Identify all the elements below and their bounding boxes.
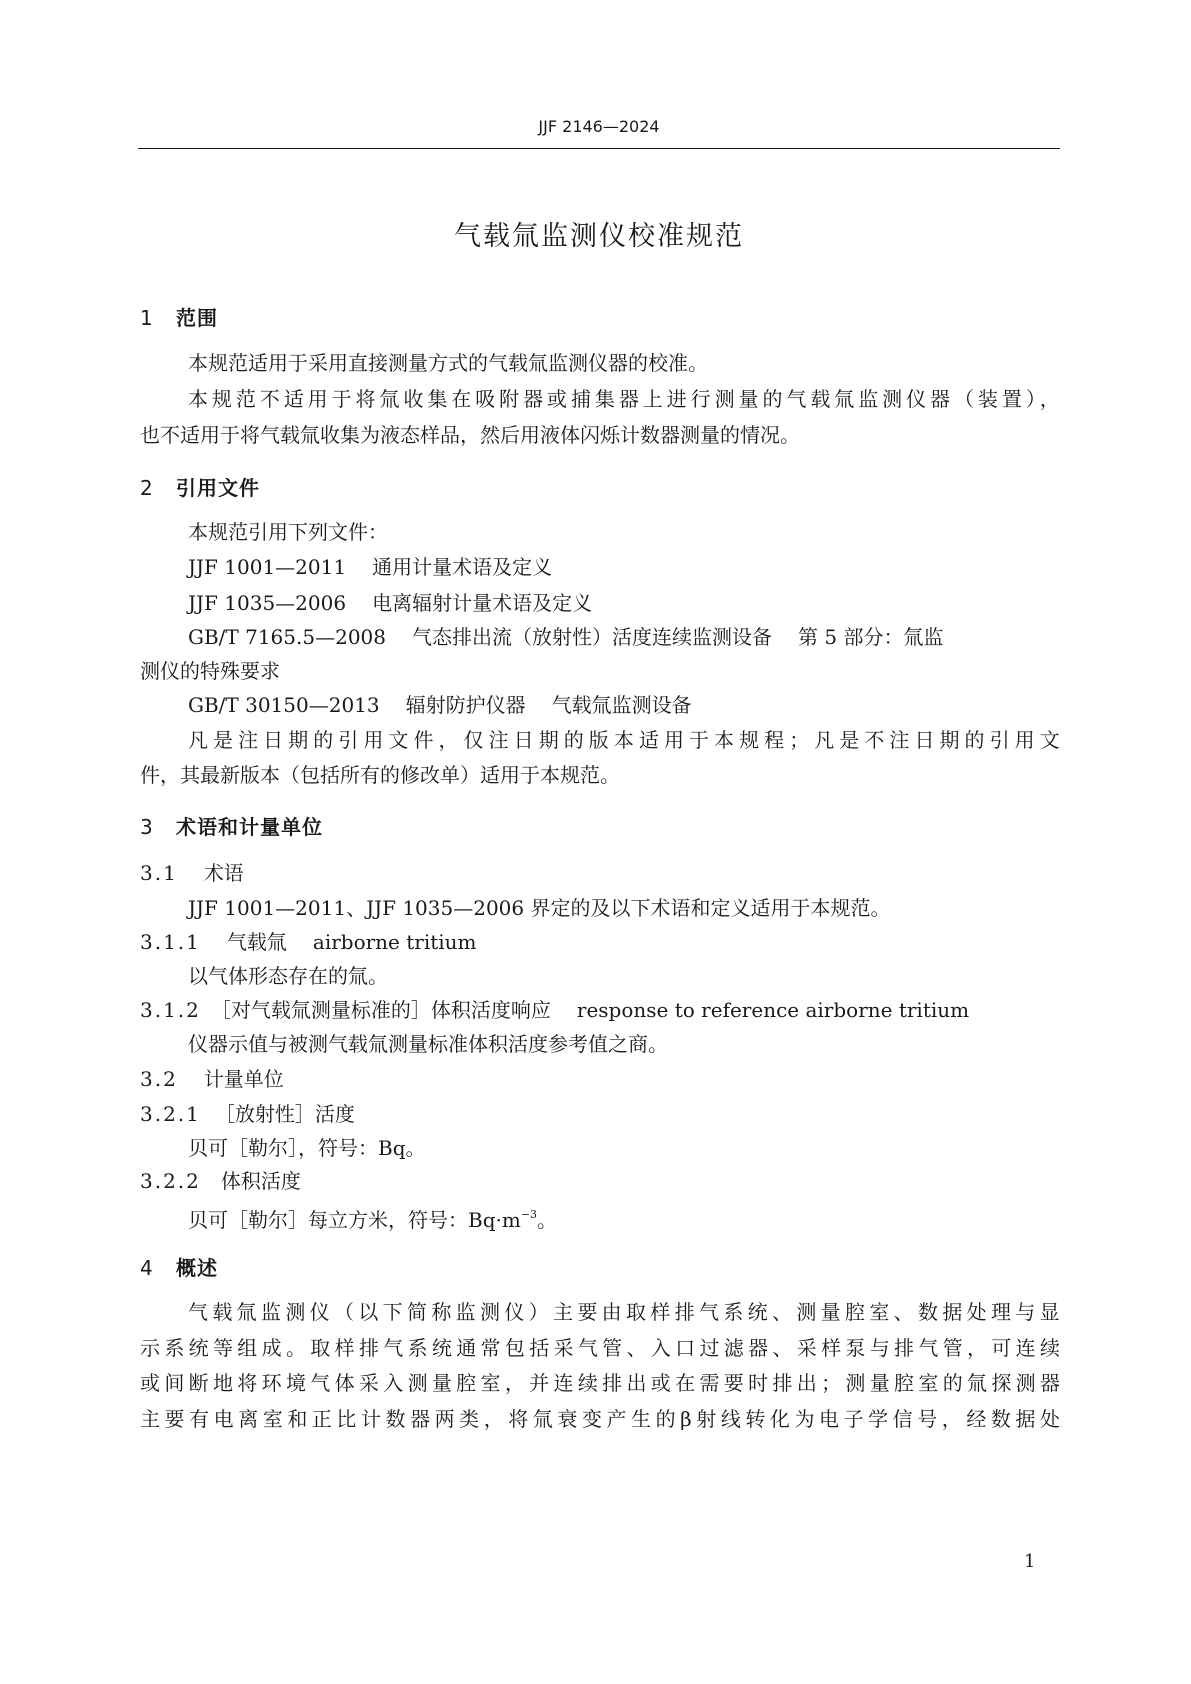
document-title: 气载氚监测仪校准规范 <box>454 221 744 252</box>
standard-code-header: JJF 2146—2024 <box>538 117 660 136</box>
reference-item <box>188 692 692 718</box>
section-title: 范围 <box>176 306 218 330</box>
term-definition: 以气体形态存在的氚。 <box>188 964 388 988</box>
section-1-heading <box>140 302 218 331</box>
section-number: 1 <box>140 306 154 330</box>
paragraph-line: 主要有电离室和正比计数器两类，将氚衰变产生的β射线转化为电子学信号，经数据处 <box>140 1407 1060 1431</box>
reference-code: GB/T 7165.5—2008 <box>188 625 386 649</box>
paragraph: 也不适用于将气载氚收集为液态样品，然后用液体闪烁计数器测量的情况。 <box>140 423 800 447</box>
section-title: 引用文件 <box>176 476 260 500</box>
term-english: response to reference airborne tritium <box>576 998 970 1022</box>
unit-text: 贝可［勒尔］每立方米，符号：Bq·m <box>188 1208 521 1232</box>
term-name: ［对气载氚测量标准的］体积活度响应 <box>210 998 551 1022</box>
reference-code: GB/T 30150—2013 <box>188 693 380 717</box>
term-english: airborne tritium <box>312 930 477 954</box>
reference-part: 第 5 部分：氚监 <box>798 625 944 649</box>
section-2-heading <box>140 472 260 501</box>
section-number: 4 <box>140 1256 154 1280</box>
paragraph: JJF 1001—2011、JJF 1035—2006 界定的及以下术语和定义适用于本规范。 <box>188 896 891 920</box>
reference-continuation: 测仪的特殊要求 <box>140 659 280 683</box>
clause-number: 3.2.2 <box>140 1169 201 1193</box>
section-title: 术语和计量单位 <box>176 815 323 839</box>
reference-name: 气态排出流（放射性）活度连续监测设备 <box>412 625 772 649</box>
clause-3-1-1 <box>140 929 477 955</box>
paragraph-line: 或间断地将环境气体采入测量腔室，并连续排出或在需要时排出；测量腔室的氚探测器 <box>140 1371 1060 1395</box>
reference-name: 通用计量术语及定义 <box>372 555 553 579</box>
clause-title: 术语 <box>203 861 244 885</box>
page-number: 1 <box>1024 1551 1036 1572</box>
paragraph: 本规范不适用于将氚收集在吸附器或捕集器上进行测量的气载氚监测仪器（装置）， <box>188 387 1060 411</box>
clause-3-2 <box>140 1066 284 1092</box>
reference-item <box>188 624 943 650</box>
reference-name: 辐射防护仪器 <box>405 693 526 717</box>
term-name: 体积活度 <box>220 1169 301 1193</box>
term-definition: 仪器示值与被测气载氚测量标准体积活度参考值之商。 <box>188 1032 668 1056</box>
section-number: 3 <box>140 815 154 839</box>
paragraph: 件，其最新版本（包括所有的修改单）适用于本规范。 <box>140 763 620 787</box>
term-definition: 贝可［勒尔］，符号：Bq。 <box>188 1136 426 1160</box>
paragraph: 凡是注日期的引用文件，仅注日期的版本适用于本规程；凡是不注日期的引用文 <box>188 728 1060 752</box>
unit-text-end: 。 <box>537 1208 558 1232</box>
clause-title: 计量单位 <box>203 1067 284 1091</box>
clause-3-1-2 <box>140 997 969 1023</box>
clause-3-2-2 <box>140 1168 301 1194</box>
term-name: ［放射性］活度 <box>214 1102 355 1126</box>
paragraph: 本规范引用下列文件： <box>188 520 388 544</box>
term-name: 气载氚 <box>226 930 287 954</box>
header-rule <box>138 148 1060 149</box>
paragraph-line: 气载氚监测仪（以下简称监测仪）主要由取样排气系统、测量腔室、数据处理与显 <box>188 1300 1060 1324</box>
unit-exponent: −3 <box>520 1208 538 1221</box>
reference-code: JJF 1001—2011 <box>188 555 347 579</box>
section-3-heading <box>140 811 323 840</box>
reference-item <box>188 590 592 616</box>
reference-code: JJF 1035—2006 <box>188 591 347 615</box>
paragraph-line: 示系统等组成。取样排气系统通常包括采气管、入口过滤器、采样泵与排气管，可连续 <box>140 1336 1060 1360</box>
clause-number: 3.2.1 <box>140 1102 201 1126</box>
section-4-heading <box>140 1252 218 1281</box>
reference-name-2: 气载氚监测设备 <box>551 693 692 717</box>
reference-name: 电离辐射计量术语及定义 <box>372 591 593 615</box>
clause-number: 3.1.1 <box>140 930 201 954</box>
clause-3-1 <box>140 860 244 886</box>
clause-3-2-1 <box>140 1101 355 1127</box>
clause-number: 3.1.2 <box>140 998 201 1022</box>
paragraph: 本规范适用于采用直接测量方式的气载氚监测仪器的校准。 <box>188 351 708 375</box>
section-number: 2 <box>140 476 154 500</box>
term-definition <box>188 1202 557 1233</box>
clause-number: 3.1 <box>140 861 178 885</box>
clause-number: 3.2 <box>140 1067 178 1091</box>
reference-item <box>188 554 552 580</box>
section-title: 概述 <box>176 1256 218 1280</box>
